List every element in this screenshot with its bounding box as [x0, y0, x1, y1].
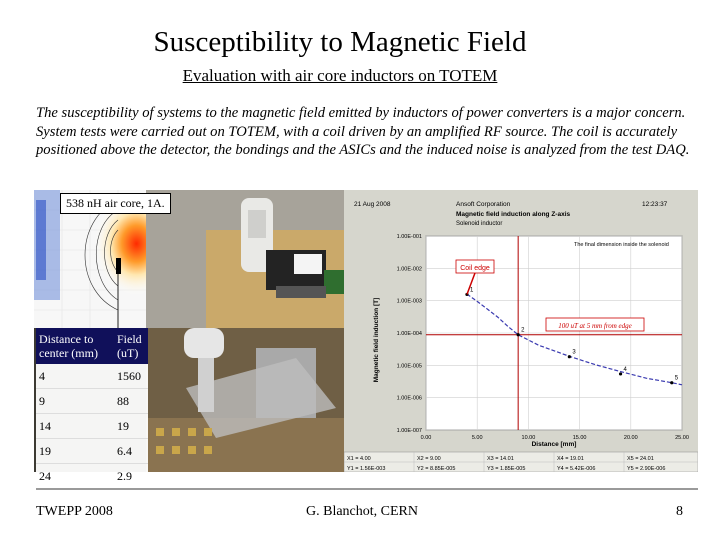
data-marker: [517, 333, 520, 336]
field-distance-table: [36, 328, 148, 489]
table-header-row: [36, 328, 148, 364]
footer-author: G. Blanchot, CERN: [306, 504, 418, 519]
coil-positioner-image: [146, 190, 344, 328]
readout-x-value: X2 = 9.00: [417, 456, 441, 462]
y-tick-label: 1.00E-006: [396, 395, 422, 402]
x-tick-label: 20.00: [623, 435, 638, 441]
table-cell: 14: [36, 414, 114, 439]
y-tick-label: 1.00E-002: [396, 266, 422, 273]
table-cell: 19: [36, 439, 114, 464]
detector-board-image: [146, 328, 344, 472]
x-tick-label: 15.00: [572, 435, 587, 441]
page-number: 8: [676, 504, 683, 519]
chart-title: Magnetic field induction along Z-axis: [456, 211, 571, 218]
table-row: [36, 464, 148, 489]
table-row: [36, 389, 148, 414]
chart-subtitle: Solenoid inductor: [456, 221, 503, 227]
readout-y-value: Y3 = 1.85E-005: [487, 466, 526, 472]
chart-note: The final dimension inside the solenoid: [574, 242, 669, 248]
readout-x-value: X4 = 19.01: [557, 456, 584, 462]
readout-y-value: Y2 = 8.85E-005: [417, 466, 456, 472]
table-header-cell: Distance to center (mm): [36, 328, 114, 364]
table-header-cell: Field (uT): [114, 328, 148, 364]
y-tick-label: 1.00E-004: [396, 331, 422, 337]
y-tick-label: 1.00E-003: [396, 298, 422, 305]
field-vs-distance-chart: [344, 190, 698, 472]
readout-table: [344, 452, 698, 472]
table-row: [36, 414, 148, 439]
coil-edge-label: Coil edge: [460, 265, 490, 272]
data-marker: [568, 355, 571, 358]
distance-label: 100 uT at 5 mm from edge: [558, 322, 632, 330]
data-marker-label: 5: [674, 375, 679, 382]
slide-title: Susceptibility to Magnetic Field: [153, 26, 527, 58]
readout-x-value: X5 = 24.01: [627, 456, 654, 462]
footer-conference: TWEPP 2008: [36, 504, 113, 519]
table-cell: 6.4: [114, 439, 148, 464]
x-tick-label: 0.00: [420, 435, 432, 441]
y-tick-label: 1.00E-001: [396, 234, 422, 240]
data-marker-label: 1: [469, 287, 474, 294]
x-tick-label: 10.00: [521, 435, 536, 441]
footer-divider: [36, 488, 698, 490]
data-marker-label: 2: [521, 327, 525, 334]
data-marker: [619, 372, 622, 375]
data-marker-label: 3: [572, 349, 576, 356]
data-marker-label: 4: [623, 366, 627, 373]
table-cell: 4: [36, 364, 114, 389]
table-cell: 1560: [114, 364, 148, 389]
x-tick-label: 5.00: [471, 435, 483, 441]
table-cell: 19: [114, 414, 148, 439]
x-tick-label: 25.00: [675, 435, 689, 441]
readout-y-value: Y1 = 1.56E-003: [347, 466, 386, 472]
readout-x-value: X1 = 4.00: [347, 456, 371, 462]
table-cell: 24: [36, 464, 114, 489]
readout-y-value: Y5 = 2.90E-006: [627, 466, 666, 472]
x-axis-label: Distance [mm]: [531, 441, 577, 448]
table-cell: 88: [114, 389, 148, 414]
chart-date: 21 Aug 2008: [354, 201, 391, 208]
slide-subtitle: Evaluation with air core inductors on TOTEM: [182, 66, 498, 85]
description-paragraph: The susceptibility of systems to the magnetic field emitted by inductors of power converters is a major concern. System tests were carried out on TOTEM, with a coil driven by an amplified RF source. The coil is accurately positioned above the detector, the bondings and the ASICs and the induced noise is analyzed from the test DAQ.: [36, 105, 690, 158]
chart-time: 12:23:37: [642, 201, 668, 208]
table-row: [36, 364, 148, 389]
readout-x-value: X3 = 14.01: [487, 456, 514, 462]
y-axis-label: Magnetic field induction [T]: [373, 297, 380, 383]
y-tick-label: 1.00E-007: [396, 428, 422, 434]
table-cell: 2.9: [114, 464, 148, 489]
table-row: [36, 439, 148, 464]
chart-company: Ansoft Corporation: [456, 201, 511, 208]
table-cell: 9: [36, 389, 114, 414]
y-tick-labels: [397, 234, 422, 434]
y-tick-label: 1.00E-005: [396, 363, 422, 370]
data-marker: [670, 381, 673, 384]
readout-y-value: Y4 = 5.42E-006: [557, 466, 596, 472]
inductor-note: 538 nH air core, 1A.: [60, 193, 171, 214]
